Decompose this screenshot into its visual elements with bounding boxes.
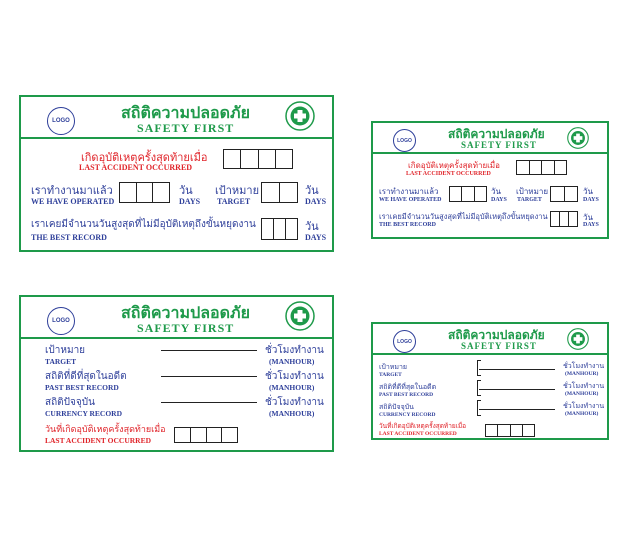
current-value-line [161, 402, 257, 403]
target-days-en: DAYS [305, 197, 327, 206]
worked-days-boxes [449, 186, 487, 202]
target-th: เป้าหมาย [379, 363, 408, 371]
target-value-line [161, 350, 257, 351]
safety-board-large-2 [19, 295, 334, 452]
manhour-th: ชั่วโมงทำงาน [265, 345, 324, 356]
last-accident-date-boxes [516, 160, 567, 175]
worked-en: WE HAVE OPERATED [379, 197, 442, 203]
manhour-en: (MANHOUR) [565, 391, 599, 397]
past-best-th: สถิติที่ดีที่สุดในอดีต [45, 371, 127, 382]
divider [21, 137, 332, 139]
current-th: สถิติปัจจุบัน [379, 403, 414, 411]
last-accident-en: LAST ACCIDENT OCCURRED [79, 163, 193, 172]
worked-th: เราทำงานมาแล้ว [379, 187, 439, 196]
past-best-value-bracket [477, 380, 481, 396]
green-cross-icon [285, 101, 315, 131]
last-accident-en: LAST ACCIDENT OCCURRED [45, 436, 151, 445]
target-en: TARGET [217, 197, 251, 206]
title-th: สถิติความปลอดภัย [121, 303, 250, 322]
logo-circle: LOGO [393, 330, 416, 353]
last-accident-date-boxes [485, 424, 535, 437]
last-accident-th: เกิดอุบัติเหตุครั้งสุดท้ายเมื่อ [408, 161, 500, 170]
current-value-line [479, 409, 555, 410]
title-en: SAFETY FIRST [137, 121, 235, 135]
best-days-en: DAYS [583, 222, 599, 228]
best-record-en: THE BEST RECORD [379, 222, 436, 228]
safety-board-small-2 [371, 322, 609, 440]
target-value-bracket [477, 360, 481, 376]
target-th: เป้าหมาย [215, 184, 260, 197]
target-days-th: วัน [305, 184, 319, 197]
manhour-th: ชั่วโมงทำงาน [563, 382, 605, 390]
safety-board-large-1 [19, 95, 334, 252]
safety-board-small-1 [371, 121, 609, 239]
title-en: SAFETY FIRST [137, 321, 235, 335]
worked-days-th: วัน [179, 184, 193, 197]
last-accident-th: เกิดอุบัติเหตุครั้งสุดท้ายเมื่อ [81, 151, 208, 164]
worked-th: เราทำงานมาแล้ว [31, 184, 113, 197]
green-cross-icon [567, 328, 589, 350]
target-days-en: DAYS [583, 197, 599, 203]
target-days-boxes [550, 186, 578, 202]
target-en: TARGET [517, 197, 542, 203]
divider [373, 353, 607, 355]
worked-days-th: วัน [491, 187, 501, 196]
manhour-en: (MANHOUR) [565, 371, 599, 377]
worked-days-boxes [119, 182, 170, 203]
last-accident-en: LAST ACCIDENT OCCURRED [406, 171, 491, 177]
manhour-th: ชั่วโมงทำงาน [563, 402, 605, 410]
past-best-value-line [479, 389, 555, 390]
worked-days-en: DAYS [491, 197, 507, 203]
title-en: SAFETY FIRST [461, 140, 537, 150]
best-record-boxes [550, 211, 578, 227]
title-th: สถิติความปลอดภัย [121, 103, 250, 122]
target-days-boxes [261, 182, 298, 203]
green-cross-icon [567, 127, 589, 149]
manhour-en: (MANHOUR) [269, 409, 315, 418]
divider [373, 152, 607, 154]
target-en: TARGET [379, 372, 402, 378]
current-en: CURRENCY RECORD [45, 409, 123, 418]
manhour-en: (MANHOUR) [269, 383, 315, 392]
current-th: สถิติปัจจุบัน [45, 397, 95, 408]
target-days-th: วัน [583, 187, 593, 196]
best-record-boxes [261, 218, 298, 240]
last-accident-date-boxes [223, 149, 293, 169]
logo-circle: LOGO [393, 129, 416, 152]
worked-days-en: DAYS [179, 197, 201, 206]
best-record-th: เราเคยมีจำนวนวันสูงสุดที่ไม่มีอุบัติเหตุถึงขั้นหยุดงาน [31, 219, 256, 230]
green-cross-icon [285, 301, 315, 331]
best-record-en: THE BEST RECORD [31, 233, 107, 242]
manhour-en: (MANHOUR) [269, 357, 315, 366]
target-th: เป้าหมาย [516, 187, 549, 196]
best-days-th: วัน [305, 220, 319, 233]
past-best-en: PAST BEST RECORD [45, 383, 119, 392]
last-accident-date-boxes [174, 427, 238, 443]
last-accident-en: LAST ACCIDENT OCCURRED [379, 431, 457, 437]
title-th: สถิติความปลอดภัย [448, 127, 545, 141]
best-days-th: วัน [583, 213, 593, 222]
manhour-th: ชั่วโมงทำงาน [265, 371, 324, 382]
target-th: เป้าหมาย [45, 345, 86, 356]
best-record-th: เราเคยมีจำนวนวันสูงสุดที่ไม่มีอุบัติเหตุถึงขั้นหยุดงาน [379, 212, 548, 221]
title-en: SAFETY FIRST [461, 341, 537, 351]
logo-circle: LOGO [47, 107, 75, 135]
title-th: สถิติความปลอดภัย [448, 328, 545, 342]
manhour-th: ชั่วโมงทำงาน [563, 362, 605, 370]
manhour-th: ชั่วโมงทำงาน [265, 397, 324, 408]
manhour-en: (MANHOUR) [565, 411, 599, 417]
current-value-bracket [477, 400, 481, 416]
current-en: CURRENCY RECORD [379, 412, 436, 418]
target-value-line [479, 369, 555, 370]
target-en: TARGET [45, 357, 77, 366]
divider [21, 337, 332, 339]
best-days-en: DAYS [305, 233, 327, 242]
past-best-value-line [161, 376, 257, 377]
last-accident-th: วันที่เกิดอุบัติเหตุครั้งสุดท้ายเมื่อ [379, 422, 467, 430]
past-best-th: สถิติที่ดีที่สุดในอดีต [379, 383, 437, 391]
past-best-en: PAST BEST RECORD [379, 392, 434, 398]
worked-en: WE HAVE OPERATED [31, 197, 115, 206]
logo-circle: LOGO [47, 307, 75, 335]
last-accident-th: วันที่เกิดอุบัติเหตุครั้งสุดท้ายเมื่อ [45, 425, 166, 435]
